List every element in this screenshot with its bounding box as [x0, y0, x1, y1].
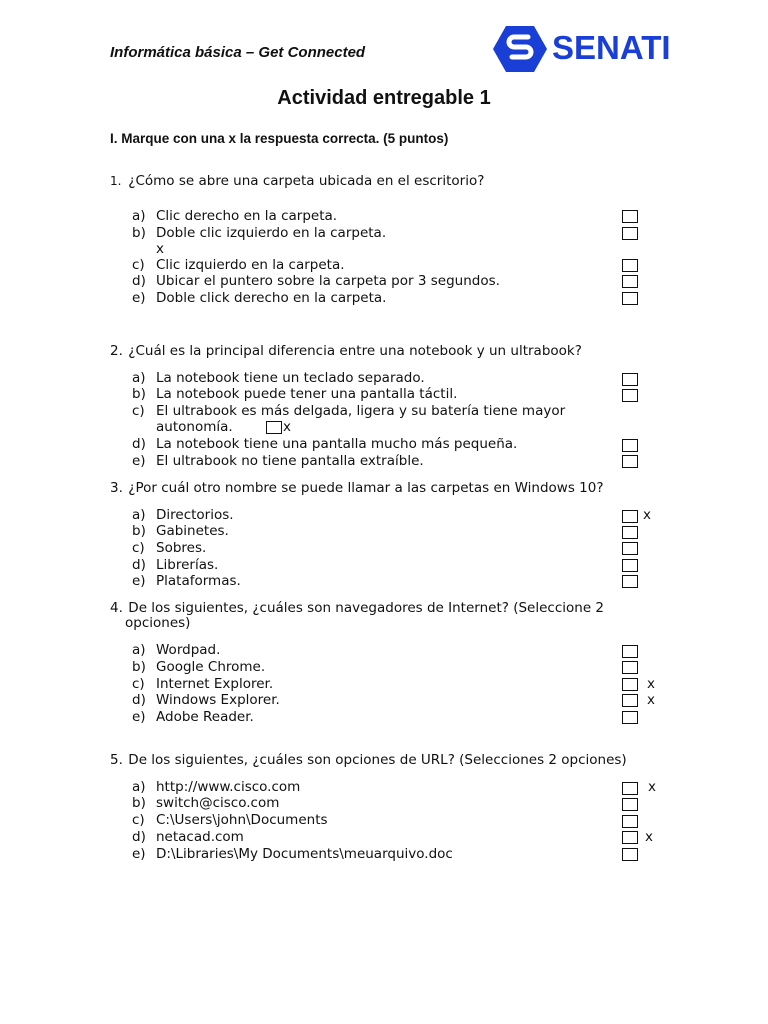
option-letter: a) — [132, 507, 146, 523]
option-2c-continuation: autonomía. — [156, 419, 233, 435]
option-letter: b) — [132, 523, 146, 539]
option-letter: c) — [132, 403, 145, 419]
option-letter: e) — [132, 290, 146, 306]
checkbox[interactable] — [622, 455, 638, 468]
question-number: 4. — [110, 600, 123, 616]
answer-mark: x — [283, 419, 291, 435]
option-text: Doble clic izquierdo en la carpeta. — [156, 225, 387, 241]
option-1d — [132, 273, 500, 289]
course-header: Informática básica – Get Connected — [110, 44, 366, 61]
option-letter: b) — [132, 386, 146, 402]
option-letter: e) — [132, 846, 146, 862]
question-3 — [110, 480, 604, 496]
checkbox[interactable] — [622, 575, 638, 588]
option-4e — [132, 709, 254, 725]
section-heading: I. Marque con una x la respuesta correcta. (5 puntos) — [110, 131, 449, 146]
checkbox[interactable] — [622, 559, 638, 572]
option-letter: d) — [132, 557, 146, 573]
option-2b — [132, 386, 457, 402]
option-letter: b) — [132, 659, 146, 675]
question-number: 1. — [110, 174, 122, 188]
option-4b — [132, 659, 265, 675]
option-letter: e) — [132, 573, 146, 589]
logo-text: SENATI — [552, 29, 671, 66]
option-text: Doble click derecho en la carpeta. — [156, 290, 387, 306]
question-number: 2. — [110, 343, 123, 359]
question-text: De los siguientes, ¿cuáles son navegadores de Internet? (Seleccione 2 — [128, 600, 605, 616]
option-4a — [132, 642, 220, 658]
checkbox[interactable] — [622, 227, 638, 240]
option-3d — [132, 557, 218, 573]
checkbox[interactable] — [266, 421, 282, 434]
checkbox[interactable] — [622, 542, 638, 555]
question-number: 3. — [110, 480, 123, 496]
option-1b — [132, 225, 386, 241]
option-letter: e) — [132, 453, 146, 469]
checkbox[interactable] — [622, 259, 638, 272]
option-text: http://www.cisco.com — [156, 779, 301, 795]
question-2 — [110, 343, 582, 359]
answer-mark: x — [645, 829, 653, 845]
checkbox[interactable] — [622, 711, 638, 724]
checkbox[interactable] — [622, 782, 638, 795]
answer-mark: x — [647, 692, 655, 708]
option-text: Clic derecho en la carpeta. — [156, 208, 338, 224]
checkbox[interactable] — [622, 661, 638, 674]
option-5c — [132, 812, 328, 828]
option-2e — [132, 453, 424, 469]
option-letter: a) — [132, 642, 146, 658]
question-text: ¿Cómo se abre una carpeta ubicada en el escritorio? — [128, 173, 485, 189]
option-letter: a) — [132, 779, 146, 795]
option-2a — [132, 370, 425, 386]
option-text: Librerías. — [156, 557, 219, 573]
option-5e — [132, 846, 453, 862]
option-5d — [132, 829, 244, 845]
checkbox[interactable] — [622, 815, 638, 828]
option-text: Directorios. — [156, 507, 234, 523]
option-letter: e) — [132, 709, 146, 725]
option-5a — [132, 779, 300, 795]
option-text: Wordpad. — [156, 642, 221, 658]
question-number: 5. — [110, 752, 123, 768]
option-letter: a) — [132, 208, 146, 224]
question-4-continuation: opciones) — [125, 615, 191, 631]
option-1a — [132, 208, 337, 224]
option-text: switch@cisco.com — [156, 795, 280, 811]
option-text: El ultrabook no tiene pantalla extraíble. — [156, 453, 424, 469]
option-letter: a) — [132, 370, 146, 386]
option-letter: b) — [132, 795, 146, 811]
option-letter: c) — [132, 257, 145, 273]
option-text: La notebook tiene una pantalla mucho más pequeña. — [156, 436, 518, 452]
option-text: Windows Explorer. — [156, 692, 280, 708]
answer-mark: x — [647, 676, 655, 692]
option-letter: d) — [132, 692, 146, 708]
option-letter: c) — [132, 540, 145, 556]
option-3b — [132, 523, 229, 539]
checkbox[interactable] — [622, 439, 638, 452]
option-text: Internet Explorer. — [156, 676, 274, 692]
option-text: D:\Libraries\My Documents\meuarquivo.doc — [156, 846, 453, 862]
option-text: Clic izquierdo en la carpeta. — [156, 257, 345, 273]
senati-logo — [492, 24, 684, 74]
option-text: Google Chrome. — [156, 659, 266, 675]
option-letter: c) — [132, 812, 145, 828]
option-1c — [132, 257, 345, 273]
answer-mark: x — [156, 241, 164, 257]
option-3e — [132, 573, 241, 589]
checkbox[interactable] — [622, 275, 638, 288]
option-letter: d) — [132, 829, 146, 845]
answer-mark: x — [643, 507, 651, 523]
option-5b — [132, 795, 279, 811]
checkbox[interactable] — [622, 678, 638, 691]
answer-mark: x — [648, 779, 656, 795]
checkbox[interactable] — [622, 526, 638, 539]
option-text: netacad.com — [156, 829, 244, 845]
checkbox[interactable] — [622, 389, 638, 402]
checkbox[interactable] — [622, 510, 638, 523]
checkbox[interactable] — [622, 848, 638, 861]
option-text: C:\Users\john\Documents — [156, 812, 328, 828]
option-letter: b) — [132, 225, 146, 241]
option-4d — [132, 692, 280, 708]
checkbox[interactable] — [622, 798, 638, 811]
question-1 — [110, 173, 484, 189]
senati-logo-icon — [492, 24, 548, 74]
option-text: Ubicar el puntero sobre la carpeta por 3 segundos. — [156, 273, 500, 289]
checkbox[interactable] — [622, 694, 638, 707]
option-text: La notebook tiene un teclado separado. — [156, 370, 425, 386]
option-letter: d) — [132, 273, 146, 289]
question-text: ¿Por cuál otro nombre se puede llamar a las carpetas en Windows 10? — [128, 480, 604, 496]
checkbox[interactable] — [622, 292, 638, 305]
page-title: Actividad entregable 1 — [277, 87, 491, 109]
option-2c — [132, 403, 565, 419]
option-1e — [132, 290, 386, 306]
option-3c — [132, 540, 206, 556]
question-4 — [110, 600, 604, 616]
option-text: Gabinetes. — [156, 523, 229, 539]
option-4c — [132, 676, 273, 692]
question-text: ¿Cuál es la principal diferencia entre una notebook y un ultrabook? — [128, 343, 582, 359]
option-text: Sobres. — [156, 540, 207, 556]
option-letter: d) — [132, 436, 146, 452]
checkbox[interactable] — [622, 645, 638, 658]
option-letter: c) — [132, 676, 145, 692]
question-text: De los siguientes, ¿cuáles son opciones de URL? (Selecciones 2 opciones) — [128, 752, 627, 768]
option-text: Adobe Reader. — [156, 709, 254, 725]
option-text: Plataformas. — [156, 573, 241, 589]
checkbox[interactable] — [622, 831, 638, 844]
checkbox[interactable] — [622, 373, 638, 386]
option-text: El ultrabook es más delgada, ligera y su batería tiene mayor — [156, 403, 566, 419]
option-2d — [132, 436, 517, 452]
checkbox[interactable] — [622, 210, 638, 223]
option-3a — [132, 507, 234, 523]
question-5 — [110, 752, 627, 768]
option-text: La notebook puede tener una pantalla táctil. — [156, 386, 458, 402]
